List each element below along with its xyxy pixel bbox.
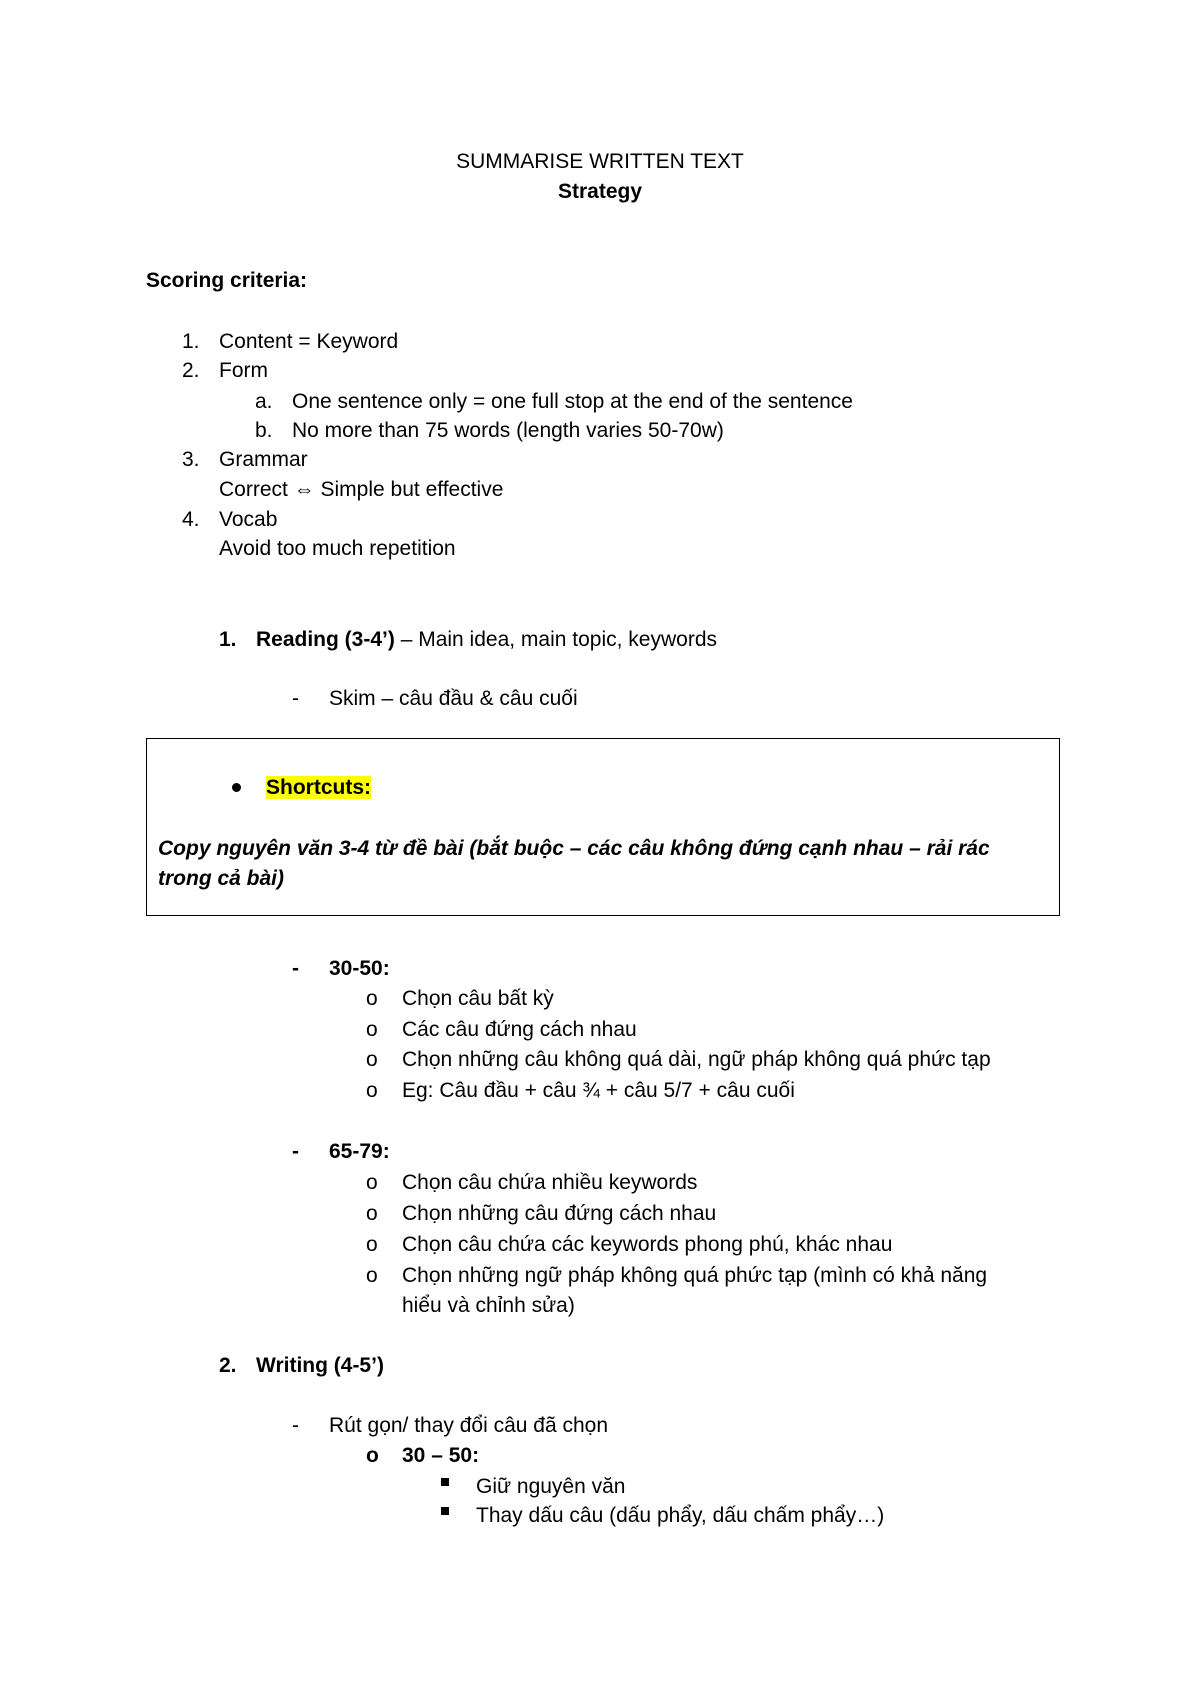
circle-bullet-icon: o <box>366 1233 378 1256</box>
dash-bullet: - <box>292 1140 299 1163</box>
writing-range-30-50-label: 30 – 50: <box>402 1444 480 1467</box>
list-number: 3. <box>182 448 200 471</box>
grammar-note: Correct ⇔ Simple but effective <box>219 478 504 501</box>
dash-bullet: - <box>292 687 299 710</box>
circle-bullet-icon: o <box>366 1048 378 1071</box>
criterion-content: Content = Keyword <box>219 330 399 353</box>
list-item: Chọn những ngữ pháp không quá phức tạp (mình có khả năng <box>402 1264 988 1287</box>
criterion-grammar: Grammar <box>219 448 308 471</box>
list-number: 1. <box>182 330 200 353</box>
criterion-vocab: Vocab <box>219 508 278 531</box>
circle-bullet-icon: o <box>366 1264 378 1287</box>
scoring-heading: Scoring criteria: <box>146 269 308 292</box>
list-item: Giữ nguyên văn <box>476 1475 626 1498</box>
shortcuts-label: Shortcuts: <box>266 776 371 799</box>
form-rule-one-sentence: One sentence only = one full stop at the end of the sentence <box>292 390 853 413</box>
form-rule-word-limit: No more than 75 words (length varies 50-70w) <box>292 419 724 442</box>
bullet-dot-icon <box>232 783 241 792</box>
circle-bullet-icon: o <box>366 1079 378 1102</box>
shorten-tip: Rút gọn/ thay đổi câu đã chọn <box>329 1414 609 1437</box>
dash-bullet: - <box>292 957 299 980</box>
square-bullet-icon <box>441 1507 449 1515</box>
writing-title: Writing (4-5’) <box>256 1354 384 1377</box>
criterion-form: Form <box>219 359 268 382</box>
list-item: Eg: Câu đầu + câu ¾ + câu 5/7 + câu cuối <box>402 1079 795 1102</box>
square-bullet-icon <box>441 1478 449 1486</box>
list-number: 4. <box>182 508 200 531</box>
list-item: Chọn câu bất kỳ <box>402 987 554 1010</box>
circle-bullet-icon: o <box>366 1202 378 1225</box>
list-letter: b. <box>255 419 273 442</box>
circle-bullet-icon: o <box>366 987 378 1010</box>
section-number: 1. <box>219 628 237 651</box>
reading-heading <box>256 629 717 650</box>
list-letter: a. <box>255 390 273 413</box>
list-item-continuation: hiểu và chỉnh sửa) <box>402 1294 575 1317</box>
circle-bullet-icon: o <box>366 1018 378 1041</box>
skim-tip: Skim – câu đầu & câu cuối <box>329 687 578 710</box>
list-item: Chọn những câu đứng cách nhau <box>402 1202 717 1225</box>
list-number: 2. <box>182 359 200 382</box>
document-subtitle: Strategy <box>557 180 643 203</box>
list-item: Chọn câu chứa các keywords phong phú, khác nhau <box>402 1233 893 1256</box>
dash-bullet: - <box>292 1414 299 1437</box>
circle-bullet-icon: o <box>366 1171 378 1194</box>
shortcuts-text-line-1: Copy nguyên văn 3-4 từ đề bài (bắt buộc – các câu không đứng cạnh nhau – rải rác <box>158 837 990 860</box>
reading-description: – Main idea, main topic, keywords <box>394 628 718 651</box>
document-title: SUMMARISE WRITTEN TEXT <box>456 150 744 173</box>
list-item: Các câu đứng cách nhau <box>402 1018 637 1041</box>
list-item: Chọn câu chứa nhiều keywords <box>402 1171 698 1194</box>
section-number: 2. <box>219 1354 237 1377</box>
vocab-note: Avoid too much repetition <box>219 537 456 560</box>
reading-title: Reading (3-4’) <box>256 628 395 651</box>
shortcuts-text-line-2: trong cả bài) <box>158 867 285 890</box>
circle-bullet-icon: o <box>366 1444 379 1467</box>
range-65-79-label: 65-79: <box>329 1140 390 1163</box>
list-item: Chọn những câu không quá dài, ngữ pháp không quá phức tạp <box>402 1048 991 1071</box>
range-30-50-label: 30-50: <box>329 957 390 980</box>
list-item: Thay dấu câu (dấu phẩy, dấu chấm phẩy…) <box>476 1504 885 1527</box>
